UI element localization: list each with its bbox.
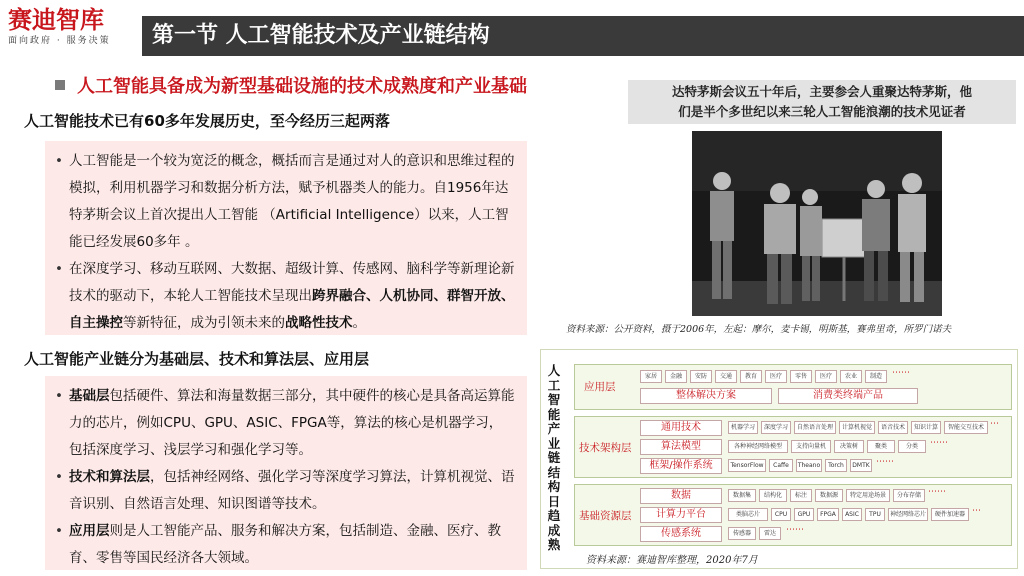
bullet-text: 包括硬件、算法和海量数据三部分，其中硬件的核心是具备高运算能力的芯片，例如CPU、GPU、ASIC、FPGA等，算法的核心是机器学习，包括深度学习、浅层学习和强化学习等。 xyxy=(69,388,515,458)
ellipsis-icon: ⋯⋯ xyxy=(786,525,804,535)
tech-chip: 智能交互技术 xyxy=(944,421,988,434)
tech-chip: 各种神经网络模型 xyxy=(728,440,788,453)
base-row-name: 数据 xyxy=(640,488,722,504)
headline-text: 人工智能具备成为新型基础设施的技术成熟度和产业基础 xyxy=(77,76,527,97)
brand-slogan: 面向政府 · 服务决策 xyxy=(8,36,111,46)
bullet-text: 。 xyxy=(352,315,366,331)
base-layer-label: 基础资源层 xyxy=(579,510,632,522)
vtitle-char: 趋 xyxy=(547,508,561,523)
base-chip: 雷达 xyxy=(759,527,781,540)
base-chip: 类脑芯片 xyxy=(728,508,768,521)
tech-chip: Caffe xyxy=(769,459,793,472)
app-solution-chip: 整体解决方案 xyxy=(640,388,772,404)
bullet-text: 等新特征，成为引领未来的 xyxy=(123,315,285,331)
section1-box xyxy=(45,141,527,335)
ellipsis-icon: ⋯⋯ xyxy=(892,368,910,378)
section2-bullet-3 xyxy=(55,518,515,572)
bullet-bold: 基础层 xyxy=(69,388,110,404)
brand-logo xyxy=(8,6,136,56)
vtitle-char: 智 xyxy=(547,392,561,407)
ellipsis-icon: ⋯ xyxy=(972,506,981,516)
base-row-name: 计算力平台 xyxy=(640,507,722,523)
vtitle-char: 产 xyxy=(547,421,561,436)
bullet-text: ，包括神经网络、强化学习等深度学习算法，计算机视觉、语音识别、自然语言处理、知识图谱等技术。 xyxy=(69,469,515,512)
app-chip: 农业 xyxy=(840,370,862,383)
base-chip: TPU xyxy=(865,508,885,521)
app-chip: 教育 xyxy=(740,370,762,383)
vtitle-char: 日 xyxy=(547,493,561,509)
app-chip: 金融 xyxy=(665,370,687,383)
quote-line-1: 达特茅斯会议五十年后，主要参会人重聚达特茅斯，他 xyxy=(671,84,972,99)
bullet-text: 在深度学习、移动互联网、大数据、超级计算、传感网、脑科学等新理论新技术的驱动下，本轮人工智能技术呈现出 xyxy=(69,261,515,304)
vtitle-char: 能 xyxy=(547,406,561,422)
tech-layer-label: 技术架构层 xyxy=(579,442,632,454)
headline xyxy=(55,72,527,98)
base-chip: 神经网络芯片 xyxy=(888,508,928,521)
bullet-bold: 战略性技术 xyxy=(285,315,353,331)
app-chip: 交通 xyxy=(715,370,737,383)
section2-box xyxy=(45,376,527,570)
group-photo xyxy=(692,131,942,316)
tech-chip: 知识计算 xyxy=(911,421,941,434)
vtitle-char: 链 xyxy=(547,450,561,465)
base-chip: 传感器 xyxy=(728,527,756,540)
vtitle-char: 结 xyxy=(547,464,561,480)
section1-bullet-1 xyxy=(55,148,515,256)
bullet-text: 则是人工智能产品、服务和解决方案，包括制造、金融、医疗、教育、零售等国民经济各大领域。 xyxy=(69,523,501,566)
app-chip: 零售 xyxy=(790,370,812,383)
ellipsis-icon: ⋯⋯ xyxy=(930,438,948,448)
app-layer-label: 应用层 xyxy=(584,381,616,393)
ellipsis-icon: ⋯ xyxy=(990,419,999,429)
app-product-chip: 消费类终端产品 xyxy=(778,388,918,404)
tech-chip: TensorFlow xyxy=(728,459,766,472)
vtitle-char: 人 xyxy=(547,363,561,378)
tech-chip: 聚类 xyxy=(867,440,895,453)
section2-heading: 人工智能产业链分为基础层、技术和算法层、应用层 xyxy=(24,350,370,368)
brand-name: 赛迪智库 xyxy=(8,6,104,34)
ellipsis-icon: ⋯⋯ xyxy=(928,487,946,497)
base-chip: 数据集 xyxy=(728,489,756,502)
app-chip: 医疗 xyxy=(815,370,837,383)
vtitle-char: 工 xyxy=(547,377,561,393)
app-chip: 制造 xyxy=(865,370,887,383)
app-chip: 安防 xyxy=(690,370,712,383)
vtitle-char: 业 xyxy=(547,435,561,451)
tech-chip: 分类 xyxy=(898,440,926,453)
bullet-bold: 应用层 xyxy=(69,523,110,539)
photo-illustration xyxy=(692,131,942,316)
page-title: 第一节 人工智能技术及产业链结构 xyxy=(152,23,490,48)
section2-bullet-1 xyxy=(55,383,515,464)
photo-caption: 资料来源：公开资料，摄于2006年，左起：摩尔，麦卡锡，明斯基，赛弗里奇，所罗门诺夫 xyxy=(566,324,952,335)
section2-bullet-2 xyxy=(55,464,515,518)
base-chip: ASIC xyxy=(842,508,862,521)
tech-row-name: 通用技术 xyxy=(640,420,722,436)
tech-chip: 自然语言处理 xyxy=(794,421,836,434)
quote-line-2: 们是半个多世纪以来三轮人工智能浪潮的技术见证者 xyxy=(678,104,966,119)
bullet-bold: 技术和算法层 xyxy=(69,469,150,485)
tech-chip: 决策树 xyxy=(834,440,864,453)
base-chip: 数据源 xyxy=(815,489,843,502)
base-chip: FPGA xyxy=(817,508,839,521)
base-chip: GPU xyxy=(794,508,814,521)
base-chip: 标注 xyxy=(790,489,812,502)
vtitle-char: 成 xyxy=(547,522,561,538)
tech-chip: 机器学习 xyxy=(728,421,758,434)
base-chip: 结构化 xyxy=(759,489,787,502)
app-chip: 家居 xyxy=(640,370,662,383)
tech-chip: Theano xyxy=(796,459,822,472)
section1-heading: 人工智能技术已有60多年发展历史，至今经历三起两落 xyxy=(24,112,390,130)
tech-chip: DMTK xyxy=(850,459,872,472)
tech-chip: 语音技术 xyxy=(878,421,908,434)
base-chip: 特定用途场景 xyxy=(846,489,890,502)
tech-chip: 深度学习 xyxy=(761,421,791,434)
bullet-text: 人工智能是一个较为宽泛的概念，概括而言是通过对人的意识和思维过程的模拟，利用机器学习和数据分析方法，赋予机器类人的能力。自1956年达特茅斯会议上首次提出人工智能 （Artificial Intelligence）以来，人工智能已经发展60多年 。 xyxy=(69,153,515,250)
tech-chip: 支持向量机 xyxy=(791,440,831,453)
bullet-bold: 跨界融合、人机协同、群智开放、自主操控 xyxy=(69,288,515,331)
title-bar xyxy=(142,16,1024,56)
tech-chip: 计算机视觉 xyxy=(839,421,875,434)
tech-row-name: 算法模型 xyxy=(640,439,722,455)
tech-chip: Torch xyxy=(825,459,847,472)
ellipsis-icon: ⋯⋯ xyxy=(876,457,894,467)
diagram-vertical-title xyxy=(545,364,563,553)
section1-bullet-2 xyxy=(55,256,515,337)
quote-box xyxy=(628,80,1016,124)
app-chip: 医疗 xyxy=(765,370,787,383)
square-bullet-icon xyxy=(55,80,65,90)
base-chip: 分布存储 xyxy=(893,489,925,502)
base-row-name: 传感系统 xyxy=(640,526,722,542)
diagram-caption: 资料来源：赛迪智库整理，2020年7月 xyxy=(586,555,758,566)
tech-row-name: 框架/操作系统 xyxy=(640,458,722,474)
base-chip: CPU xyxy=(771,508,791,521)
vtitle-char: 熟 xyxy=(547,537,561,552)
vtitle-char: 构 xyxy=(547,479,561,494)
base-chip: 硬件加速器 xyxy=(931,508,969,521)
